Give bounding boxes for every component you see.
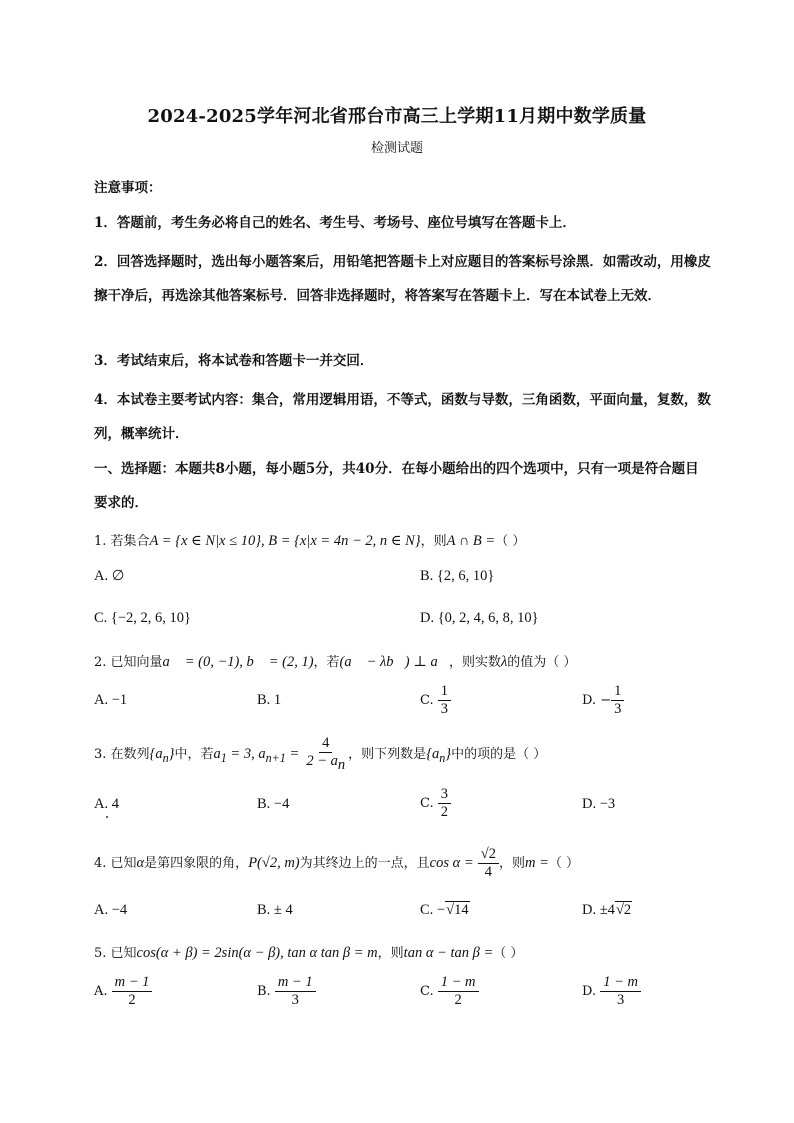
q3-prefix: 3. 在数列 xyxy=(94,747,150,763)
q2-lambda: λ xyxy=(501,654,508,670)
q1-sets-formula: A = {x ∈ N|x ≤ 10}, B = {x|x = 4n − 2, n ∈ N} xyxy=(149,533,421,549)
note-item-2: 2．回答选择题时，选出每小题答案后，用铅笔把答题卡上对应题目的答案标号涂黑．如需改动，用橡皮擦干净后，再选涂其他答案标号．回答非选择题时，将答案写在答题卡上．写在本试卷上无效． xyxy=(94,254,711,304)
q4-point: P(√2, m) xyxy=(248,855,300,872)
q3-recurrence: $a_1 = 3$, $a_{n+1}$ = xyxy=(213,746,300,766)
question-3 xyxy=(94,736,546,773)
q4-cos-fraction: $\frac{√2}{4}$ xyxy=(478,847,499,880)
q2-option-c: C. $\frac{1}{3}$ xyxy=(420,684,451,717)
q5-option-b: B. $\frac{m - 1}{3}$ xyxy=(257,975,316,1008)
q5-option-a: A. $\frac{m - 1}{2}$ xyxy=(94,975,152,1008)
q4-then: ，则 xyxy=(499,856,526,872)
q2-d-fraction: $\frac{1}{3}$ xyxy=(611,684,624,717)
q3-option-d: D. −3 xyxy=(582,796,616,812)
q1-prefix: 1. 若集合 xyxy=(94,534,150,549)
q2-option-a: A. −1 xyxy=(94,692,128,708)
q4-terminal: 为其终边上的一点，且 xyxy=(299,856,430,872)
question-2 xyxy=(94,651,576,671)
q4-cos: cos α = xyxy=(429,855,474,872)
q3-option-a: A. 4 xyxy=(94,796,119,812)
question-1 xyxy=(94,530,525,550)
q1-blank: （ ） xyxy=(495,534,526,549)
q1-option-d: D. {0, 2, 4, 6, 8, 10} xyxy=(420,610,539,626)
q1-option-a: A. ∅ xyxy=(94,568,125,584)
q3-c-fraction: $\frac{3}{2}$ xyxy=(438,787,451,820)
page-title: 2024-2025学年河北省邢台市高三上学期11月期中数学质量 xyxy=(147,106,647,127)
question-5 xyxy=(94,942,523,962)
q5-option-c: C. $\frac{1 - m}{2}$ xyxy=(420,975,479,1008)
q1-option-b: B. {2, 6, 10} xyxy=(420,568,495,584)
q2-then: ，则实数 xyxy=(449,655,502,670)
q3-ask: 中的项的是（ ） xyxy=(451,747,547,763)
q2-ask: 的值为（ ） xyxy=(507,655,577,670)
q4-option-d: D. ±4√2 xyxy=(582,902,632,918)
q3-seq-2: $\{a_n\}$ xyxy=(426,746,452,766)
q4-alpha: α xyxy=(136,855,145,872)
q2-option-b: B. 1 xyxy=(257,692,282,708)
q2-perp-formula: (a⃗ − λb⃗) ⊥ a⃗ xyxy=(339,654,449,670)
q5-blank: （ ） xyxy=(493,946,524,961)
q3-option-b: B. −4 xyxy=(257,796,290,812)
note-item-4: 4．本试卷主要考试内容：集合，常用逻辑用语，不等式，函数与导数，三角函数，平面向量，复数，数列，概率统计． xyxy=(94,392,711,442)
q2-if: ，若 xyxy=(313,655,340,670)
q3-option-c: C. $\frac{3}{2}$ xyxy=(420,787,451,820)
q1-option-c: C. {−2, 2, 6, 10} xyxy=(94,610,192,626)
q5-option-d: D. $\frac{1 - m}{3}$ xyxy=(582,975,641,1008)
q4-blank: （ ） xyxy=(548,856,580,872)
note-item-3: 3．考试结束后，将本试卷和答题卡一并交回． xyxy=(94,353,374,369)
q1-then: ，则 xyxy=(420,534,447,549)
q3-then: ，则下列数是 xyxy=(348,747,427,763)
q2-option-d: D. − $\frac{1}{3}$ xyxy=(582,684,624,717)
q5-then: ，则 xyxy=(377,946,404,961)
q4-prefix: 4. 已知 xyxy=(94,856,137,872)
stray-dot xyxy=(106,816,108,818)
notes-heading: 注意事项： xyxy=(94,180,162,196)
q5-prefix: 5. 已知 xyxy=(94,946,137,961)
q2-prefix: 2. 已知向量 xyxy=(94,655,163,670)
q4-m: m = xyxy=(525,855,549,872)
q5-target-formula: tan α − tan β = xyxy=(403,945,494,961)
q1-intersection-formula: A ∩ B = xyxy=(446,533,496,549)
question-4 xyxy=(94,847,579,880)
q5-condition-formula: cos(α + β) = 2sin(α − β), tan α tan β = m xyxy=(136,945,378,961)
q4-option-a: A. −4 xyxy=(94,902,128,918)
note-item-1: 1．答题前，考生务必将自己的姓名、考生号、考场号、座位号填写在答题卡上． xyxy=(94,215,576,231)
q3-if: 中，若 xyxy=(174,747,214,763)
q3-recurrence-fraction: $\frac{4}{2 - a_n}$ xyxy=(306,735,346,774)
q2-vectors-formula: a⃗ = (0, −1), b⃗ = (2, 1) xyxy=(162,654,314,670)
q4-quadrant: 是第四象限的角， xyxy=(144,856,249,872)
section-heading: 一、选择题：本题共8小题，每小题5分，共40分．在每小题给出的四个选项中，只有一项是符合题目要求的． xyxy=(94,461,699,511)
q4-option-b: B. ± 4 xyxy=(257,902,293,918)
q4-option-c: C. −√14 xyxy=(420,902,469,918)
q2-c-fraction: $\frac{1}{3}$ xyxy=(438,684,451,717)
q3-seq-1: $\{a_n\}$ xyxy=(149,746,175,766)
page-subtitle: 检测试题 xyxy=(370,141,423,156)
